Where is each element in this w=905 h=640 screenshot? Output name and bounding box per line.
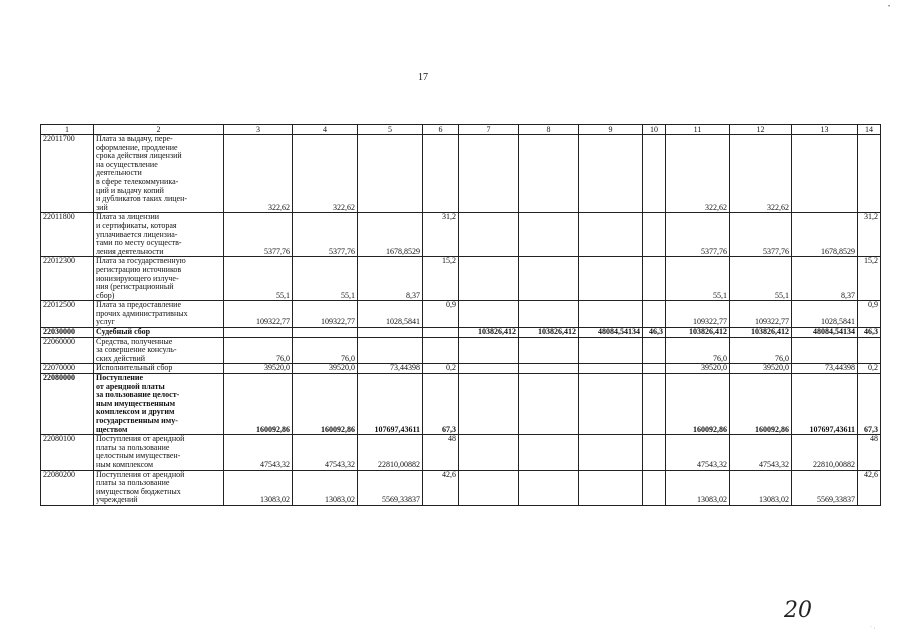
row-value-cell: 76,0 <box>224 337 293 364</box>
row-value-cell: 76,0 <box>666 337 730 364</box>
header-cell: 6 <box>423 125 459 135</box>
row-value-cell <box>519 337 579 364</box>
row-code-cell: 22080000 <box>41 374 94 435</box>
row-value-cell: 1028,5841 <box>792 301 858 328</box>
header-cell: 12 <box>730 125 792 135</box>
header-cell: 14 <box>858 125 881 135</box>
header-cell: 13 <box>792 125 858 135</box>
row-value-cell: 47543,32 <box>224 435 293 470</box>
row-value-cell: 160092,86 <box>224 374 293 435</box>
row-value-cell <box>643 213 666 257</box>
row-value-cell <box>643 374 666 435</box>
row-value-cell: 13083,02 <box>224 470 293 505</box>
row-value-cell <box>643 301 666 328</box>
corner-mark: ˙ · <box>870 626 876 632</box>
row-value-cell <box>579 135 643 213</box>
row-value-cell <box>459 337 519 364</box>
row-value-cell: 5569,33837 <box>792 470 858 505</box>
row-value-cell <box>459 257 519 301</box>
row-value-cell: 1028,5841 <box>358 301 423 328</box>
row-value-cell: 39520,0 <box>224 364 293 374</box>
row-value-cell: 322,62 <box>224 135 293 213</box>
table-row <box>41 364 881 374</box>
row-value-cell <box>643 337 666 364</box>
row-name-cell: Поступление от арендной платы за пользование целост- ным имущественным комплексом и другим государственным иму- ществом <box>94 374 224 435</box>
row-value-cell <box>579 470 643 505</box>
row-name-cell: Поступления от арендной платы за пользование имуществом бюджетных учреждений <box>94 470 224 505</box>
table-row <box>41 470 881 505</box>
row-value-cell <box>293 328 358 338</box>
table-row <box>41 435 881 470</box>
header-cell: 10 <box>643 125 666 135</box>
header-cell: 1 <box>41 125 94 135</box>
page-number: 17 <box>418 72 428 83</box>
row-value-cell: 5377,76 <box>293 213 358 257</box>
row-value-cell <box>643 135 666 213</box>
row-code-cell: 22080200 <box>41 470 94 505</box>
header-cell: 7 <box>459 125 519 135</box>
row-name-cell: Плата за предоставление прочих административных услуг <box>94 301 224 328</box>
header-cell: 5 <box>358 125 423 135</box>
header-cell: 9 <box>579 125 643 135</box>
row-value-cell: 55,1 <box>293 257 358 301</box>
row-value-cell <box>579 374 643 435</box>
row-value-cell: 31,2 <box>423 213 459 257</box>
row-value-cell: 76,0 <box>730 337 792 364</box>
table-row <box>41 301 881 328</box>
table-row <box>41 328 881 338</box>
table-row <box>41 213 881 257</box>
row-value-cell: 13083,02 <box>730 470 792 505</box>
row-value-cell <box>519 213 579 257</box>
row-value-cell: 0,9 <box>423 301 459 328</box>
row-value-cell: 46,3 <box>643 328 666 338</box>
table-row <box>41 337 881 364</box>
row-value-cell <box>792 337 858 364</box>
row-name-cell: Плата за государственную регистрацию источников ионизирующего излуче- ния (регистрационный сбор) <box>94 257 224 301</box>
row-value-cell: 103826,412 <box>730 328 792 338</box>
row-value-cell <box>643 470 666 505</box>
row-value-cell <box>858 135 881 213</box>
row-value-cell: 5377,76 <box>666 213 730 257</box>
header-cell: 3 <box>224 125 293 135</box>
budget-table <box>40 124 881 506</box>
row-value-cell: 39520,0 <box>730 364 792 374</box>
row-value-cell: 109322,77 <box>224 301 293 328</box>
header-cell: 4 <box>293 125 358 135</box>
row-name-cell: Исполнительный сбор <box>94 364 224 374</box>
row-code-cell: 22011800 <box>41 213 94 257</box>
header-cell: 8 <box>519 125 579 135</box>
row-value-cell <box>459 435 519 470</box>
row-value-cell: 109322,77 <box>730 301 792 328</box>
row-value-cell <box>519 374 579 435</box>
row-value-cell <box>579 257 643 301</box>
row-value-cell: 39520,0 <box>666 364 730 374</box>
row-name-cell: Средства, полученные за совершение консуль- ских действий <box>94 337 224 364</box>
row-value-cell: 22810,00882 <box>358 435 423 470</box>
row-value-cell: 109322,77 <box>666 301 730 328</box>
row-value-cell <box>459 374 519 435</box>
row-value-cell: 13083,02 <box>293 470 358 505</box>
row-value-cell <box>423 135 459 213</box>
row-value-cell <box>459 470 519 505</box>
row-value-cell: 47543,32 <box>293 435 358 470</box>
row-value-cell <box>519 470 579 505</box>
row-value-cell: 322,62 <box>293 135 358 213</box>
row-value-cell: 13083,02 <box>666 470 730 505</box>
row-value-cell: 322,62 <box>730 135 792 213</box>
row-value-cell: 8,37 <box>358 257 423 301</box>
row-value-cell <box>423 328 459 338</box>
row-value-cell: 15,2 <box>858 257 881 301</box>
row-value-cell: 8,37 <box>792 257 858 301</box>
row-value-cell: 160092,86 <box>666 374 730 435</box>
row-code-cell: 22070000 <box>41 364 94 374</box>
row-value-cell <box>519 435 579 470</box>
row-value-cell <box>519 135 579 213</box>
row-value-cell <box>579 213 643 257</box>
row-value-cell: 1678,8529 <box>792 213 858 257</box>
row-value-cell: 22810,00882 <box>792 435 858 470</box>
row-value-cell: 103826,412 <box>459 328 519 338</box>
table-row <box>41 374 881 435</box>
row-value-cell: 67,3 <box>423 374 459 435</box>
row-name-cell: Плата за лицензии и сертификаты, которая уплачивается лицензиа- тами по месту осуществ- ления деятельности <box>94 213 224 257</box>
row-value-cell: 103826,412 <box>519 328 579 338</box>
row-name-cell: Поступления от арендной платы за пользование целостным имуществен- ным комплексом <box>94 435 224 470</box>
row-name-cell: Судебный сбор <box>94 328 224 338</box>
row-value-cell: 5377,76 <box>224 213 293 257</box>
row-code-cell: 22012500 <box>41 301 94 328</box>
table-row <box>41 135 881 213</box>
row-code-cell: 22012300 <box>41 257 94 301</box>
row-value-cell <box>358 337 423 364</box>
row-value-cell: 107697,43611 <box>792 374 858 435</box>
row-value-cell: 322,62 <box>666 135 730 213</box>
row-value-cell: 42,6 <box>858 470 881 505</box>
row-value-cell <box>423 337 459 364</box>
row-value-cell <box>224 328 293 338</box>
row-name-cell: Плата за выдачу, пере- оформление, продление срока действия лицензий на осуществление деятельности в сфере телекоммуника- ций и выдачу копий и дубликатов таких лицен- зий <box>94 135 224 213</box>
row-value-cell: 107697,43611 <box>358 374 423 435</box>
row-value-cell <box>459 301 519 328</box>
row-value-cell <box>519 364 579 374</box>
row-value-cell: 48 <box>423 435 459 470</box>
row-value-cell <box>459 213 519 257</box>
header-cell: 11 <box>666 125 730 135</box>
header-row <box>41 125 881 135</box>
row-value-cell <box>643 435 666 470</box>
table-row <box>41 257 881 301</box>
row-value-cell: 47543,32 <box>730 435 792 470</box>
row-value-cell: 0,2 <box>858 364 881 374</box>
row-value-cell <box>643 257 666 301</box>
row-value-cell <box>519 257 579 301</box>
row-value-cell: 73,44398 <box>792 364 858 374</box>
row-value-cell: 47543,32 <box>666 435 730 470</box>
row-value-cell <box>459 364 519 374</box>
row-value-cell: 48084,54134 <box>579 328 643 338</box>
row-value-cell: 15,2 <box>423 257 459 301</box>
row-value-cell: 55,1 <box>224 257 293 301</box>
row-code-cell: 22011700 <box>41 135 94 213</box>
row-code-cell: 22030000 <box>41 328 94 338</box>
row-code-cell: 22060000 <box>41 337 94 364</box>
row-value-cell: 67,3 <box>858 374 881 435</box>
row-value-cell <box>459 135 519 213</box>
row-value-cell: 39520,0 <box>293 364 358 374</box>
row-value-cell: 48084,54134 <box>792 328 858 338</box>
table-body <box>41 125 881 506</box>
row-value-cell: 55,1 <box>730 257 792 301</box>
row-value-cell: 42,6 <box>423 470 459 505</box>
row-value-cell <box>358 135 423 213</box>
row-value-cell: 46,3 <box>858 328 881 338</box>
row-value-cell: 160092,86 <box>293 374 358 435</box>
row-value-cell: 5377,76 <box>730 213 792 257</box>
row-value-cell: 103826,412 <box>666 328 730 338</box>
row-value-cell: 48 <box>858 435 881 470</box>
row-code-cell: 22080100 <box>41 435 94 470</box>
row-value-cell: 109322,77 <box>293 301 358 328</box>
row-value-cell <box>358 328 423 338</box>
row-value-cell: 160092,86 <box>730 374 792 435</box>
row-value-cell: 55,1 <box>666 257 730 301</box>
row-value-cell: 0,2 <box>423 364 459 374</box>
row-value-cell <box>579 301 643 328</box>
row-value-cell: 31,2 <box>858 213 881 257</box>
row-value-cell: 76,0 <box>293 337 358 364</box>
row-value-cell <box>858 337 881 364</box>
handwritten-page-mark: 20 <box>784 598 812 623</box>
row-value-cell: 5569,33837 <box>358 470 423 505</box>
row-value-cell <box>579 337 643 364</box>
row-value-cell <box>643 364 666 374</box>
header-cell: 2 <box>94 125 224 135</box>
row-value-cell: 0,9 <box>858 301 881 328</box>
row-value-cell <box>792 135 858 213</box>
row-value-cell <box>579 364 643 374</box>
row-value-cell <box>519 301 579 328</box>
corner-mark: • <box>888 4 891 10</box>
row-value-cell <box>579 435 643 470</box>
row-value-cell: 73,44398 <box>358 364 423 374</box>
row-value-cell: 1678,8529 <box>358 213 423 257</box>
